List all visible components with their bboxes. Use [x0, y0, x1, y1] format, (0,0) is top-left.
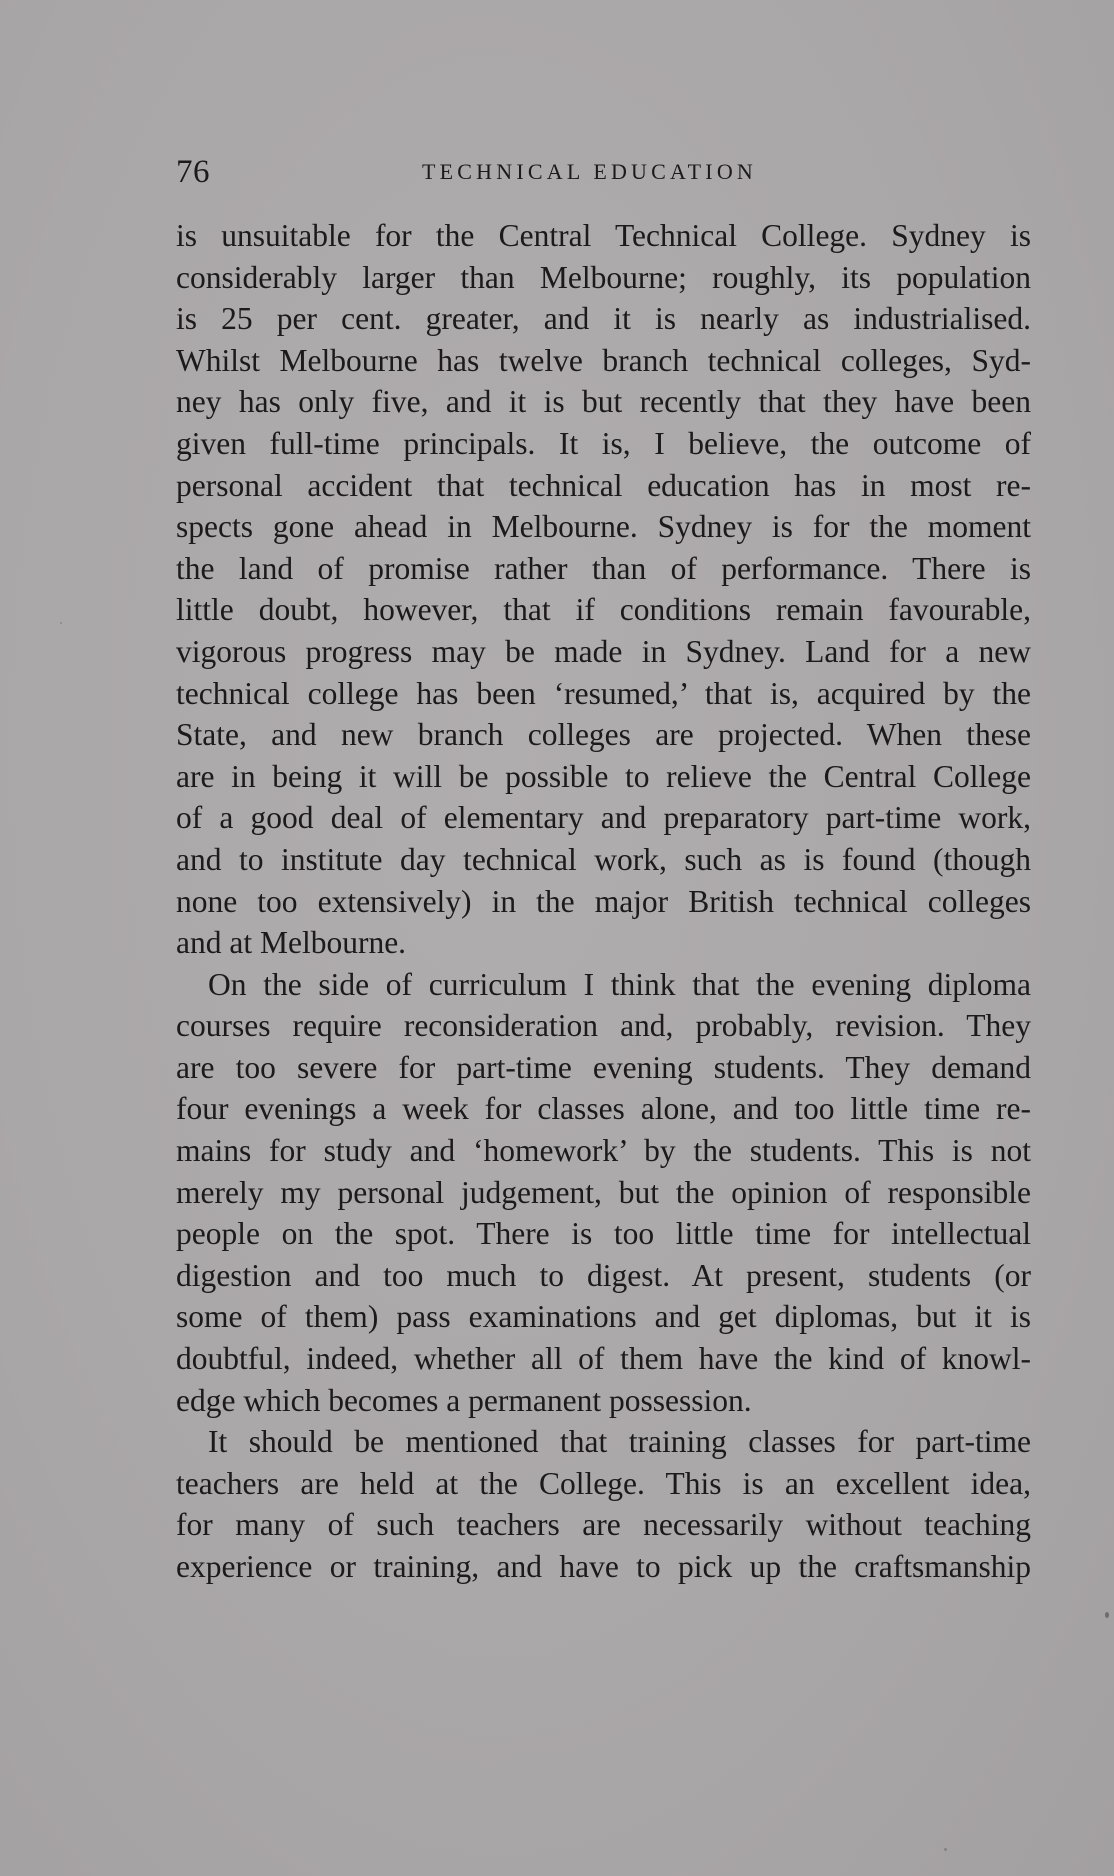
text-line: little doubt, however, that if conditions remain favourable, [176, 592, 1031, 628]
running-head: TECHNICAL EDUCATION [422, 159, 758, 184]
paragraph [176, 1421, 1031, 1587]
text-line: the land of promise rather than of performance. There is [176, 550, 1031, 586]
text-line: four evenings a week for classes alone, and too little time re- [176, 1091, 1031, 1127]
text-line: doubtful, indeed, whether all of them have the kind of knowl- [176, 1341, 1031, 1377]
text-line: digestion and too much to digest. At present, students (or [176, 1257, 1031, 1293]
page-number: 76 [176, 154, 210, 190]
text-line: Whilst Melbourne has twelve branch technical colleges, Syd- [176, 342, 1031, 378]
text-line: edge which becomes a permanent possession. [176, 1382, 752, 1418]
text-line: merely my personal judgement, but the opinion of responsible [176, 1174, 1031, 1210]
text-line: and at Melbourne. [176, 925, 407, 961]
paper-speck [944, 1848, 947, 1851]
paper-speck [60, 622, 62, 624]
text-line: people on the spot. There is too little time for intellectual [176, 1216, 1031, 1252]
text-line: and to institute day technical work, such as is found (though [176, 841, 1031, 877]
text-line: personal accident that technical education has in most re- [176, 467, 1031, 503]
paper-speck [1105, 1612, 1109, 1618]
paragraph [176, 964, 1031, 1422]
text-line: is unsuitable for the Central Technical College. Sydney is [176, 218, 1031, 253]
paragraph [176, 215, 1031, 964]
text-line: State, and new branch colleges are projected. When these [176, 717, 1031, 753]
text-line: of a good deal of elementary and preparatory part-time work, [176, 800, 1031, 836]
text-line: are too severe for part-time evening students. They demand [176, 1049, 1031, 1085]
text-line: spects gone ahead in Melbourne. Sydney is for the moment [176, 509, 1031, 545]
text-line: technical college has been ‘resumed,’ that is, acquired by the [176, 675, 1031, 711]
body-text [176, 215, 1031, 1588]
text-line: teachers are held at the College. This is an excellent idea, [176, 1465, 1031, 1501]
page-header [176, 150, 1031, 194]
text-line: courses require reconsideration and, probably, revision. They [176, 1008, 1031, 1044]
text-line: considerably larger than Melbourne; roughly, its population [176, 259, 1031, 295]
text-line: are in being it will be possible to relieve the Central College [176, 758, 1031, 794]
text-line: It should be mentioned that training classes for part-time [208, 1424, 1031, 1460]
text-line: some of them) pass examinations and get diplomas, but it is [176, 1299, 1031, 1335]
text-line: mains for study and ‘homework’ by the students. This is not [176, 1133, 1031, 1169]
text-line: for many of such teachers are necessarily without teaching [176, 1507, 1031, 1543]
text-line: none too extensively) in the major British technical colleges [176, 883, 1031, 919]
text-line: On the side of curriculum I think that the evening diploma [208, 966, 1031, 1002]
text-line: experience or training, and have to pick up the craftsmanship [176, 1549, 1031, 1584]
text-line: vigorous progress may be made in Sydney. Land for a new [176, 633, 1031, 669]
text-line: ney has only five, and it is but recently that they have been [176, 384, 1031, 420]
text-line: is 25 per cent. greater, and it is nearly as industrialised. [176, 301, 1031, 337]
text-line: given full-time principals. It is, I believe, the outcome of [176, 425, 1031, 461]
